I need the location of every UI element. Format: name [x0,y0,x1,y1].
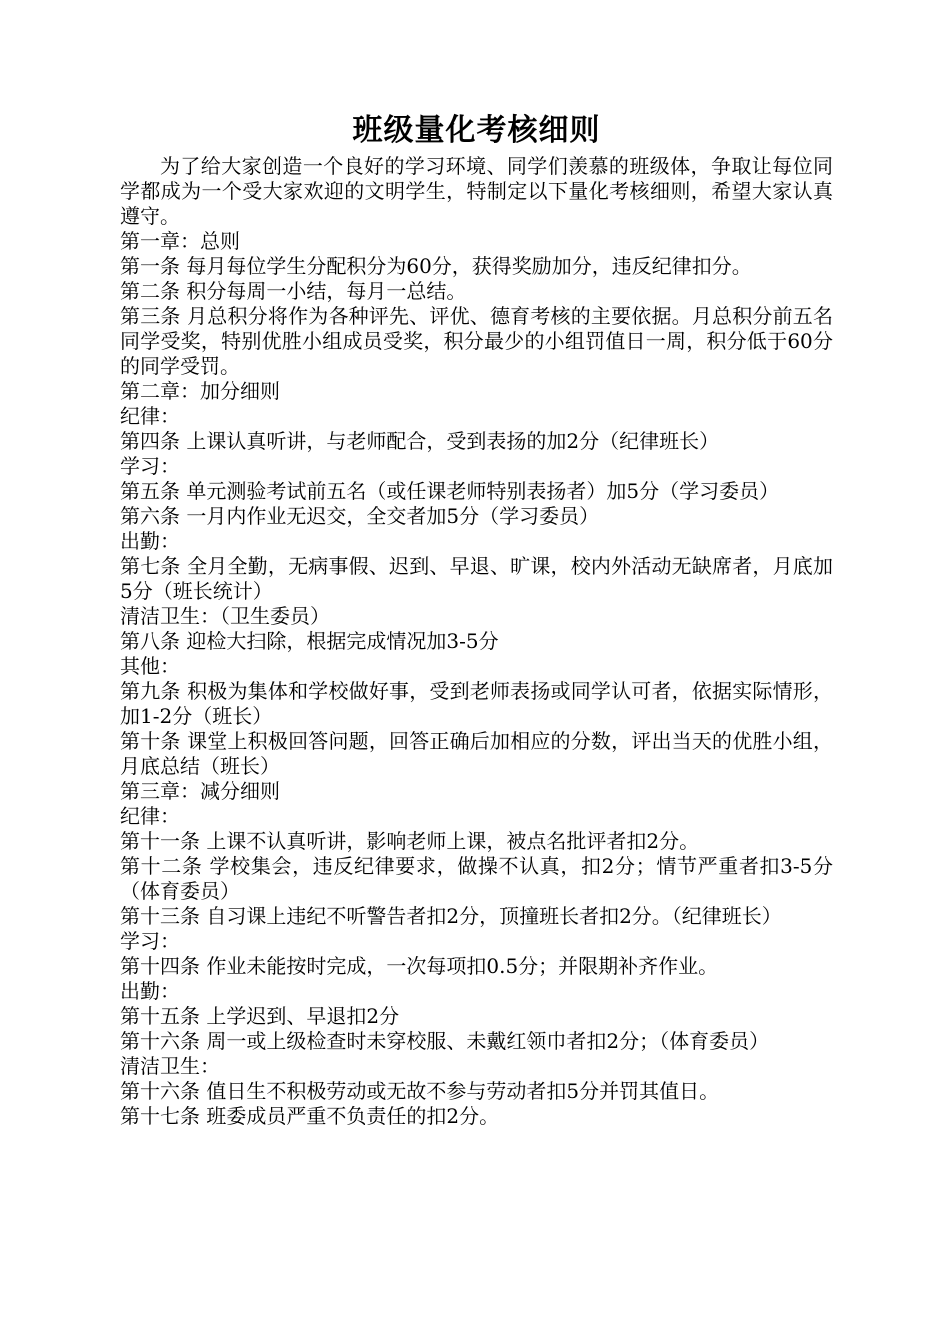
article-line: 第十七条 班委成员严重不负责任的扣2分。 [120,1104,500,1128]
article-line: 第三条 月总积分将作为各种评先、评优、德育考核的主要依据。月总积分前五名同学受奖，特别优胜小组成员受奖，积分最少的小组罚值日一周，积分低于60分的同学受罚。 [120,304,833,378]
article-line: 第六条 一月内作业无迟交，全交者加5分（学习委员） [120,504,600,528]
section-label: 学习： [120,454,180,478]
article-line: 第十三条 自习课上违纪不听警告者扣2分，顶撞班长者扣2分。（纪律班长） [120,904,782,928]
document-title: 班级量化考核细则 [352,113,601,148]
article-line: 第十二条 学校集会，违反纪律要求，做操不认真，扣2分；情节严重者扣3-5分（体育委员） [120,854,833,903]
document-page [120,108,833,1129]
article-line: 第十一条 上课不认真听讲，影响老师上课，被点名批评者扣2分。 [120,829,700,853]
section-label: 清洁卫生： [120,1054,220,1078]
chapter-heading: 第二章：加分细则 [120,379,280,403]
section-label: 纪律： [120,404,180,428]
article-line: 第一条 每月每位学生分配积分为60分，获得奖励加分，违反纪律扣分。 [120,254,752,278]
section-label: 清洁卫生：（卫生委员） [120,604,330,628]
article-line: 第二条 积分每周一小结，每月一总结。 [120,279,467,303]
section-label: 出勤： [120,979,180,1003]
article-line: 第五条 单元测验考试前五名（或任课老师特别表扬者）加5分（学习委员） [120,479,780,503]
chapter-heading: 第一章：总则 [120,229,240,253]
section-label: 学习： [120,929,180,953]
article-line: 第八条 迎检大扫除，根据完成情况加3-5分 [120,629,499,653]
article-line: 第九条 积极为集体和学校做好事，受到老师表扬或同学认可者，依据实际情形，加1-2分（班长） [120,679,833,728]
article-line: 第十六条 周一或上级检查时未穿校服、未戴红领巾者扣2分；（体育委员） [120,1029,770,1053]
section-label: 出勤： [120,529,180,553]
article-line: 第十四条 作业未能按时完成，一次每项扣0.5分；并限期补齐作业。 [120,954,719,978]
intro-paragraph: 为了给大家创造一个良好的学习环境、同学们羡慕的班级体，争取让每位同学都成为一个受大家欢迎的文明学生，特制定以下量化考核细则，希望大家认真遵守。 [120,154,833,228]
article-line: 第四条 上课认真听讲，与老师配合，受到表扬的加2分（纪律班长） [120,429,720,453]
section-label: 纪律： [120,804,180,828]
chapter-heading: 第三章：减分细则 [120,779,280,803]
article-line: 第十五条 上学迟到、早退扣2分 [120,1004,400,1028]
section-label: 其他： [120,654,180,678]
article-line: 第十条 课堂上积极回答问题，回答正确后加相应的分数，评出当天的优胜小组，月底总结（班长） [120,729,833,778]
article-line: 第七条 全月全勤，无病事假、迟到、早退、旷课，校内外活动无缺席者，月底加5分（班长统计） [120,554,833,603]
article-line: 第十六条 值日生不积极劳动或无故不参与劳动者扣5分并罚其值日。 [120,1079,720,1103]
